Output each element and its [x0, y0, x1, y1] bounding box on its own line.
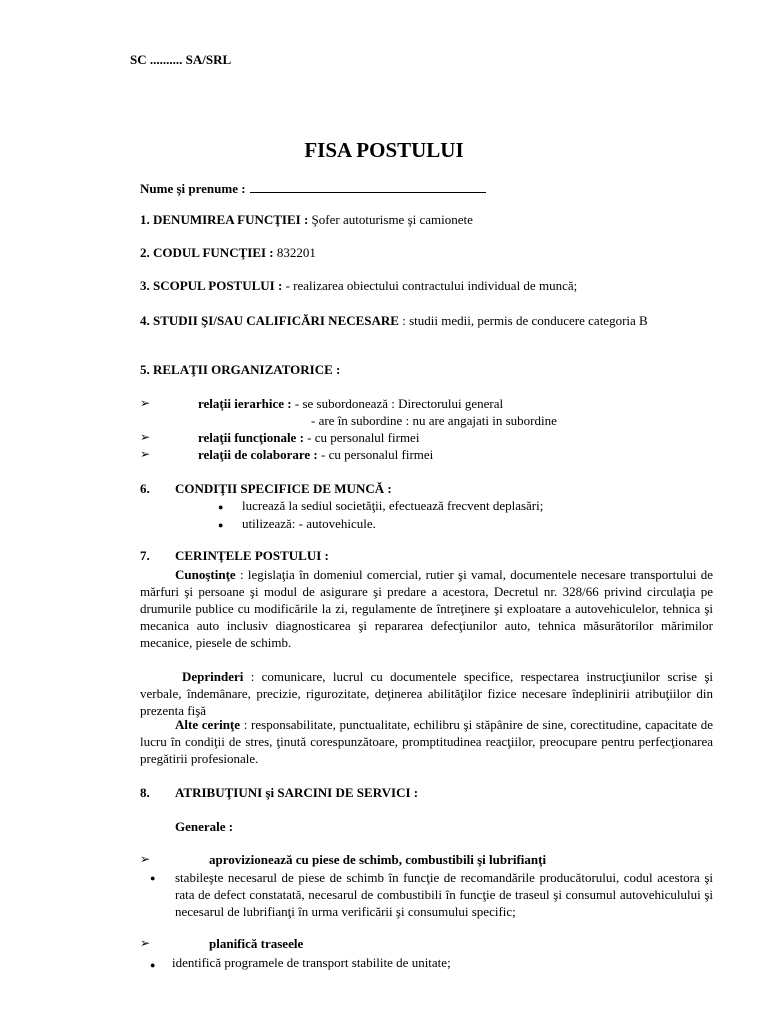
- section-8-label: ATRIBUŢIUNI şi SARCINI DE SERVICI :: [175, 785, 419, 800]
- section-7-label: CERINŢELE POSTULUI :: [175, 548, 329, 563]
- bullet-icon: ●: [150, 873, 156, 883]
- name-field-row: [140, 180, 486, 197]
- bullet-icon: ●: [218, 520, 224, 530]
- relatii-colaborare: [198, 447, 433, 463]
- relatii-ierarhice: [198, 396, 503, 412]
- relatii-ierarhice-label: relaţii ierarhice :: [198, 396, 292, 411]
- relatii-functionale-label: relaţii funcţionale :: [198, 430, 304, 445]
- deprinderi-text: : comunicare, lucrul cu documentele specifice, respectarea instrucţiunilor scrise şi verbale, îndemânare, precizie, rigurozitate, deţinerea abilităţilor fizice necesare îndeplinirii atribuţiilor din prezenta fişă: [140, 669, 713, 718]
- cunostinte-text: : legislaţia în domeniul comercial, rutier şi vamal, documentele necesare transportului de mărfuri şi persoane şi modul de asigurare şi predare a acestora, Decretul nr. 328/66 privind circulaţia pe drumurile publice cu modificările la zi, regulamente de întreţinere şi exploatare a autovehiculelor, tehnica şi mecanica auto inclusiv diagnosticarea şi repararea defecţiunilor auto, tehnica măsurătorilor mărimilor mecanice, piesele de schimb.: [140, 567, 713, 650]
- section-7-deprinderi: [140, 668, 713, 719]
- section-6-label: CONDIŢII SPECIFICE DE MUNCĂ :: [175, 481, 392, 496]
- section-4-label: 4. STUDII ŞI/SAU CALIFICĂRI NECESARE: [140, 313, 399, 328]
- cunostinte-label: Cunoştinţe: [175, 567, 236, 582]
- alte-cerinte-label: Alte cerinţe: [175, 717, 241, 732]
- section-5-label: 5. RELAŢII ORGANIZATORICE :: [140, 362, 341, 377]
- section-8-generale: Generale :: [175, 819, 234, 834]
- item-2-title: planifică traseele: [209, 936, 304, 951]
- company-header: SC .......... SA/SRL: [130, 52, 232, 67]
- relatii-functionale-value: - cu personalul firmei: [307, 430, 420, 445]
- name-label: Nume şi prenume :: [140, 181, 246, 196]
- relatii-functionale: [198, 430, 419, 446]
- bullet-icon: ●: [218, 502, 224, 512]
- bullet-icon: ●: [150, 960, 156, 970]
- section-1: [140, 212, 473, 228]
- section-2-value: 832201: [276, 245, 316, 260]
- section-3-value: - realizarea obiectului contractului individual de muncă;: [285, 278, 578, 293]
- section-1-label: 1. DENUMIREA FUNCŢIEI :: [140, 212, 309, 227]
- section-4: [140, 312, 713, 329]
- relatii-colaborare-value: - cu personalul firmei: [321, 447, 434, 462]
- relatii-colaborare-label: relaţii de colaborare :: [198, 447, 318, 462]
- arrow-bullet-icon: ➢: [140, 936, 151, 950]
- section-7-cunostinte: [140, 566, 713, 651]
- item-2-text: identifică programele de transport stabilite de unitate;: [172, 955, 451, 970]
- item-1-title: aprovizionează cu piese de schimb, combustibili şi lubrifianţi: [209, 852, 547, 867]
- section-8-number: 8.: [140, 785, 150, 800]
- section-6-bullet-1: lucrează la sediul societăţii, efectuează frecvent deplasări;: [242, 498, 544, 513]
- section-6-number: 6.: [140, 481, 150, 496]
- relatii-ierarhice-subordine: - are în subordine : nu are angajati in subordine: [311, 413, 557, 428]
- section-7-alte-cerinte: [140, 716, 713, 767]
- section-2: [140, 245, 316, 261]
- document-title: FISA POSTULUI: [304, 138, 464, 162]
- deprinderi-label: Deprinderi: [182, 669, 244, 684]
- arrow-bullet-icon: ➢: [140, 430, 151, 444]
- section-3: [140, 278, 577, 294]
- section-6-bullet-2: utilizează: - autovehicule.: [242, 516, 376, 531]
- arrow-bullet-icon: ➢: [140, 447, 151, 461]
- section-7-number: 7.: [140, 548, 150, 563]
- alte-cerinte-text: : responsabilitate, punctualitate, echilibru şi stăpânire de sine, corectitudine, capacitate de lucru în condiţii de stres, ţinută corespunzătoare, promptitudinea reacţiilor, preocupare pentru perfecţionarea pregătirii profesionale.: [140, 717, 713, 766]
- name-blank-line: [250, 180, 486, 193]
- section-2-label: 2. CODUL FUNCŢIEI :: [140, 245, 274, 260]
- section-1-value: Şofer autoturisme şi camionete: [311, 212, 473, 227]
- section-4-value: : studii medii, permis de conducere categoria B: [402, 313, 648, 328]
- arrow-bullet-icon: ➢: [140, 396, 151, 410]
- relatii-ierarhice-value: - se subordonează : Directorului general: [294, 396, 504, 411]
- item-1-text: stabileşte necesarul de piese de schimb în funcţie de recomandările producătorului, codul acestora şi rata de defect constatată, necesarul de combustibili în funcţie de traseul şi consumul autovehiculului şi necesarul de lubrifianţi în urma verificării şi consumului specific;: [175, 870, 713, 919]
- arrow-bullet-icon: ➢: [140, 852, 151, 866]
- section-3-label: 3. SCOPUL POSTULUI :: [140, 278, 283, 293]
